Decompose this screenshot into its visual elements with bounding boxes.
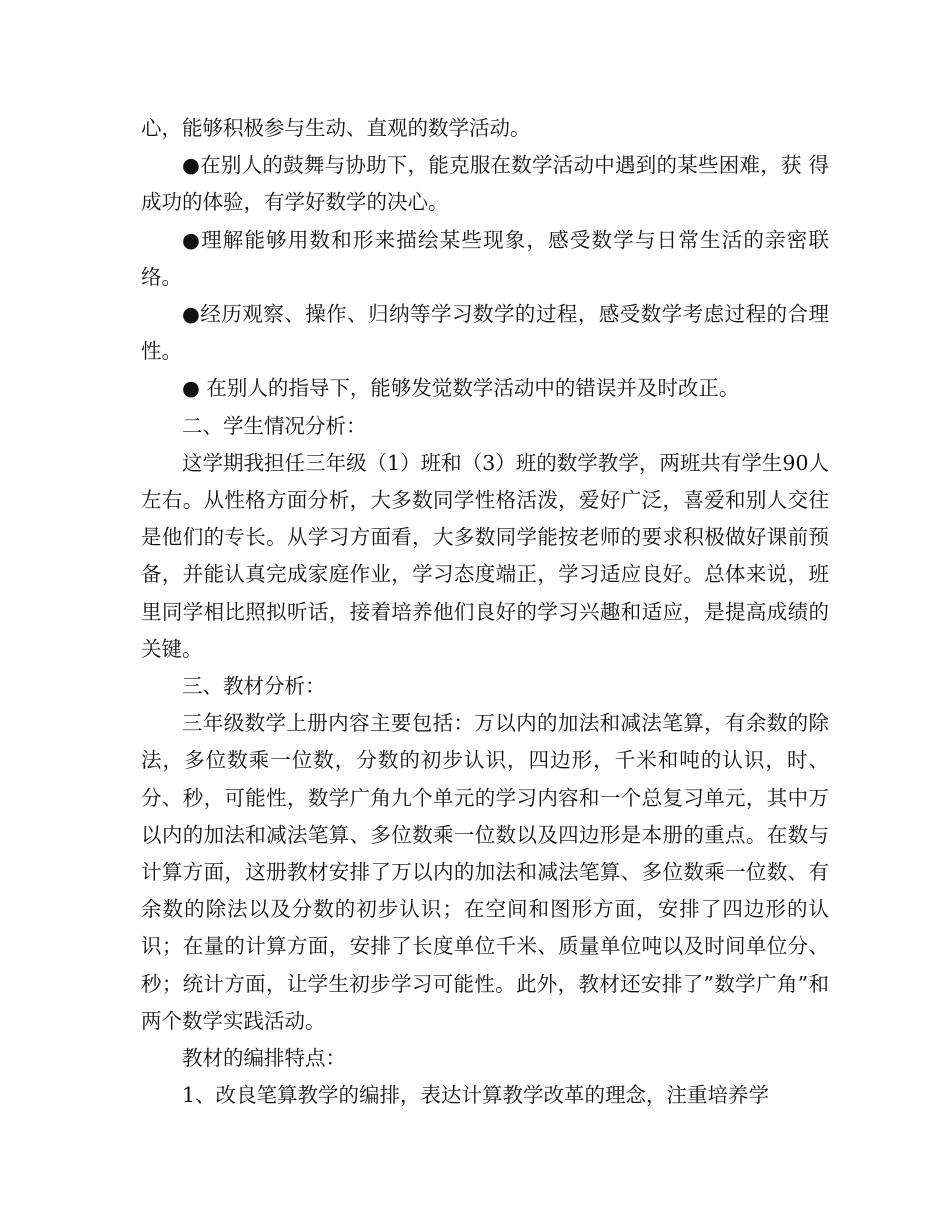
paragraph-continuation: 心，能够积极参与生动、直观的数学活动。: [141, 116, 531, 140]
bullet-paragraph-correct-errors: ● 在别人的指导下，能够发觉数学活动中的错误并及时改正。: [182, 376, 740, 401]
paragraph-textbook-content: 三年级数学上册内容主要包括：万以内的加法和减法笔算，有余数的除法，多位数乘一位数，分数的初步认识，四边形，千米和吨的认识，时、分、秒，可能性，数学广角九个单元的学习内容和一个总复习单元，其中万以内的加法和减法笔算、多位数乘一位数以及四边形是本册的重点。在数与计算方面，这册教材安排了万以内的加法和减法笔算、多位数乘一位数、有余数的除法以及分数的初步认识；在空间和图形方面，安排了四边形的认识；在量的计算方面，安排了长度单位千米、质量单位吨以及时间单位分、秒；统计方面，让学生初步学习可能性。此外，教材还安排了”数学广角”和两个数学实践活动。: [141, 711, 829, 1033]
subheading-textbook-features: 教材的编排特点：: [182, 1046, 346, 1071]
paragraph-student-analysis: 这学期我担任三年级（1）班和（3）班的数学教学，两班共有学生90人左右。从性格方面分析，大多数同学性格活泼，爱好广泛，喜爱和别人交往是他们的专长。从学习方面看，大多数同学能按老师的要求积极做好课前预备，并能认真完成家庭作业，学习态度端正，学习适应良好。总体来说，班里同学相比照拟听话，接着培养他们良好的学习兴趣和适应，是提高成绩的关键。: [141, 450, 829, 661]
bullet-paragraph-number-and-shape: ●理解能够用数和形来描绘某些现象，感受数学与日常生活的亲密联络。: [141, 227, 829, 289]
section-heading-textbook-analysis: 三、教材分析：: [182, 674, 326, 699]
paragraph-feature-one: 1、改良笔算教学的编排，表达计算教学改革的理念，注重培养学: [182, 1083, 770, 1108]
section-heading-student-analysis: 二、学生情况分析：: [182, 413, 367, 438]
bullet-paragraph-overcome-difficulties: ●在别人的鼓舞与协助下，能克服在数学活动中遇到的某些困难，获 得成功的体验，有学好数学的决心。: [141, 153, 829, 215]
bullet-paragraph-learning-process: ●经历观察、操作、归纳等学习数学的过程，感受数学考虑过程的合理性。: [141, 302, 829, 364]
document-body: [141, 110, 829, 1114]
